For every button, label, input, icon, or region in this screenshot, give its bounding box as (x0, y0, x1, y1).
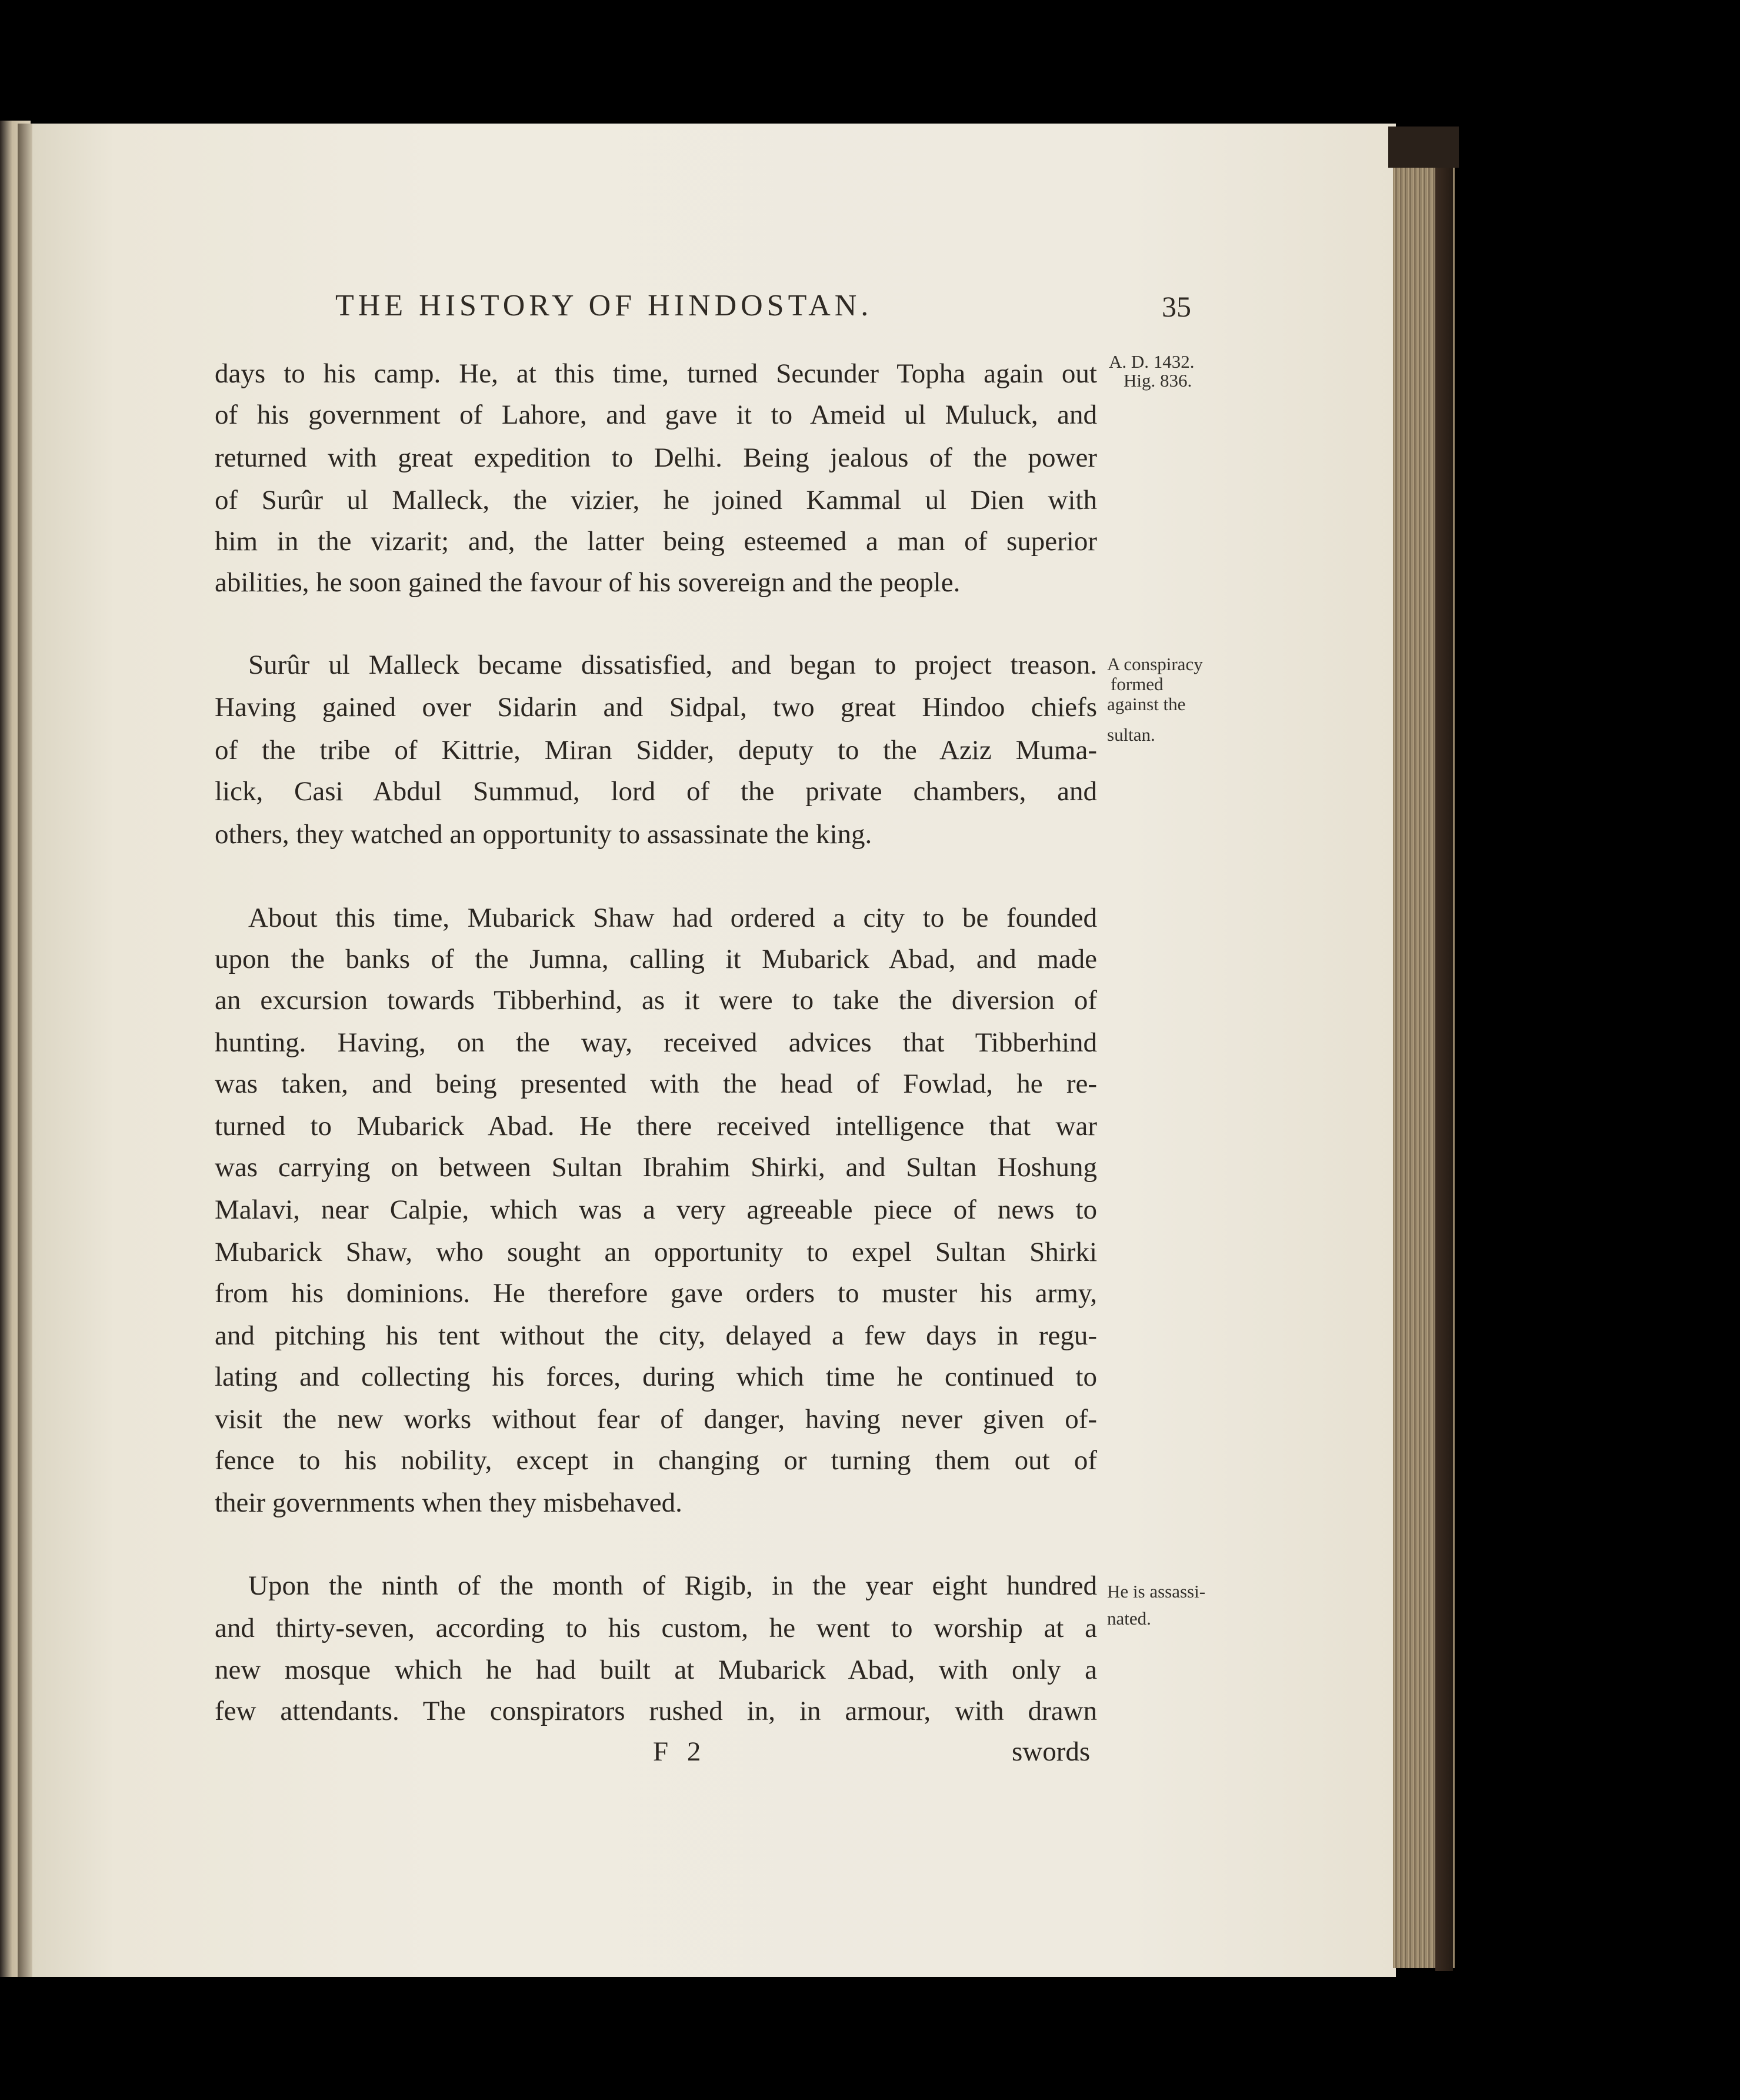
running-head (0, 288, 1740, 330)
text-line: abilities, he soon gained the favour of his sovereign and the people. (215, 567, 961, 598)
margin-date-hig: Hig. 836. (1124, 370, 1192, 391)
text-line: lick, Casi Abdul Summud, lord of the private chambers, and (215, 776, 1097, 807)
margin-date-ad: A. D. 1432. (1109, 351, 1195, 372)
running-title: THE HISTORY OF HINDOSTAN. (335, 289, 873, 322)
text-line: days to his camp. He, at this time, turned Secunder Topha again out (215, 358, 1097, 389)
margin-note-conspiracy-4: sultan. (1107, 724, 1155, 745)
text-line: Surûr ul Malleck became dissatisfied, and began to project treason. (248, 650, 1097, 680)
catchword: swords (1012, 1736, 1091, 1767)
text-line: was taken, and being presented with the head of Fowlad, he re- (215, 1069, 1097, 1099)
text-line: their governments when they misbehaved. (215, 1487, 682, 1518)
text-line: of the tribe of Kittrie, Miran Sidder, deputy to the Aziz Muma- (215, 735, 1097, 766)
text-line: Upon the ninth of the month of Rigib, in the year eight hundred (248, 1570, 1097, 1601)
margin-note-assassinated-2: nated. (1107, 1608, 1151, 1629)
text-line: and pitching his tent without the city, delayed a few days in regu- (215, 1320, 1097, 1351)
margin-note-conspiracy-3: against the (1107, 694, 1186, 714)
text-line: Having gained over Sidarin and Sidpal, two great Hindoo chiefs (215, 692, 1097, 723)
text-line: fence to his nobility, except in changing or turning them out of (215, 1445, 1097, 1476)
text-line: turned to Mubarick Abad. He there received intelligence that war (215, 1111, 1097, 1141)
text-line: of his government of Lahore, and gave it to Ameid ul Muluck, and (215, 400, 1097, 430)
book-gutter (18, 124, 32, 1977)
text-line: lating and collecting his forces, during which time he continued to (215, 1362, 1097, 1392)
book-cover (1435, 138, 1453, 1971)
margin-note-conspiracy-2: formed (1111, 674, 1164, 694)
text-line: About this time, Mubarick Shaw had ordered a city to be founded (248, 903, 1097, 933)
text-line: returned with great expedition to Delhi. Being jealous of the power (215, 442, 1097, 473)
text-line: of Surûr ul Malleck, the vizier, he joined Kammal ul Dien with (215, 485, 1097, 515)
text-line: was carrying on between Sultan Ibrahim Shirki, and Sultan Hoshung (215, 1152, 1097, 1183)
signature-mark: F 2 (653, 1736, 707, 1767)
text-line: Malavi, near Calpie, which was a very agreeable piece of news to (215, 1194, 1097, 1225)
text-line: others, they watched an opportunity to assassinate the king. (215, 819, 872, 850)
text-line: few attendants. The conspirators rushed in, in armour, with drawn (215, 1696, 1097, 1726)
page-number: 35 (1162, 290, 1191, 323)
book-cover-corner (1388, 127, 1459, 168)
text-line: an excursion towards Tibberhind, as it were to take the diversion of (215, 985, 1097, 1016)
text-line: and thirty-seven, according to his custom, he went to worship at a (215, 1613, 1097, 1643)
text-line: new mosque which he had built at Mubarick Abad, with only a (215, 1655, 1097, 1685)
margin-note-conspiracy-1: A conspiracy (1107, 654, 1203, 674)
text-line: him in the vizarit; and, the latter being esteemed a man of superior (215, 526, 1097, 557)
margin-note-assassinated-1: He is assassi- (1107, 1581, 1206, 1602)
text-line: visit the new works without fear of danger, having never given of- (215, 1404, 1097, 1435)
text-line: upon the banks of the Jumna, calling it Mubarick Abad, and made (215, 944, 1097, 974)
text-line: hunting. Having, on the way, received advices that Tibberhind (215, 1027, 1097, 1058)
text-line: from his dominions. He therefore gave orders to muster his army, (215, 1278, 1097, 1309)
text-line: Mubarick Shaw, who sought an opportunity to expel Sultan Shirki (215, 1237, 1097, 1267)
